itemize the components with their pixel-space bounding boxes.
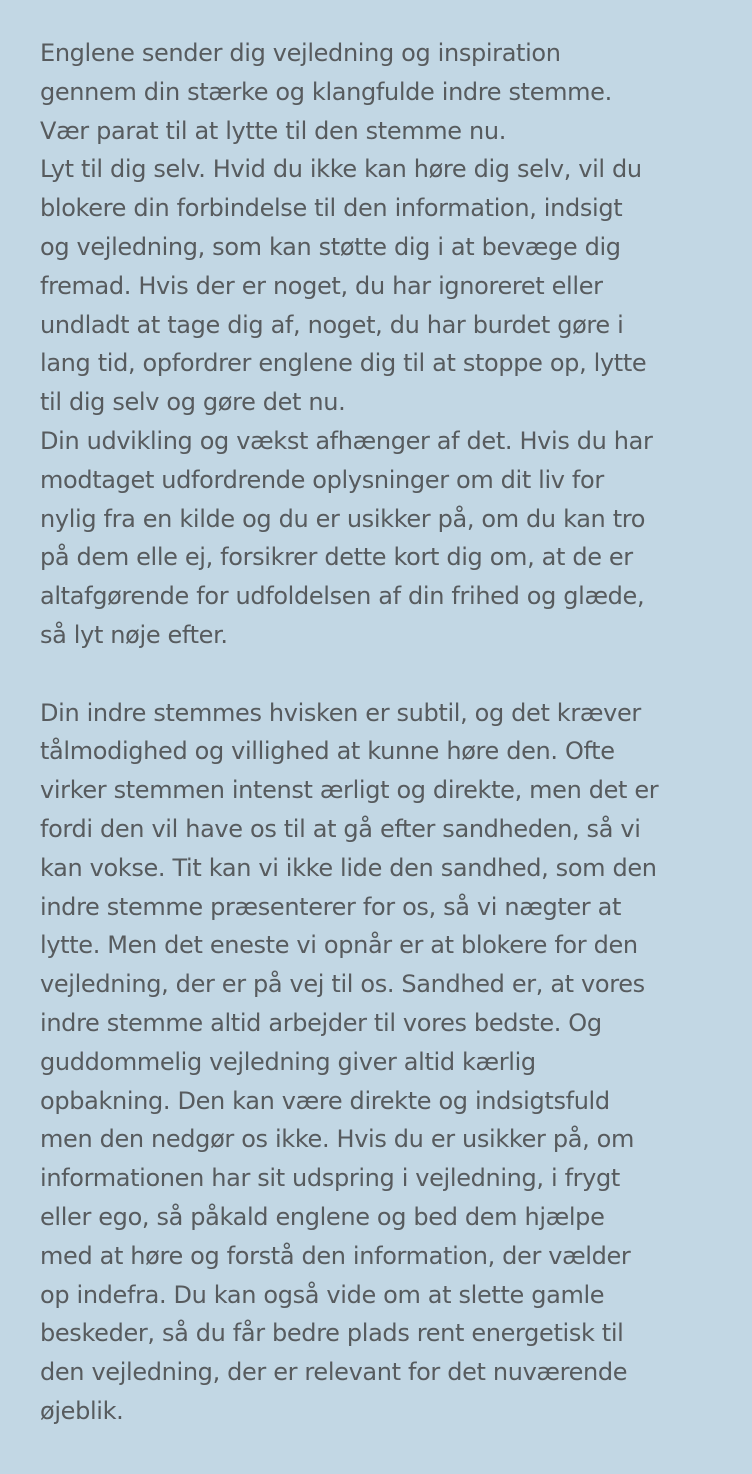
text-line: og vejledning, som kan støtte dig i at bevæge dig xyxy=(40,232,621,261)
text-line: Din udvikling og vækst afhænger af det. Hvis du har xyxy=(40,426,653,455)
text-line: Lyt til dig selv. Hvid du ikke kan høre dig selv, vil du xyxy=(40,155,642,184)
paragraph-spacer xyxy=(40,655,732,694)
text-line: op indefra. Du kan også vide om at slette gamle xyxy=(40,1280,605,1309)
text-line: informationen har sit udspring i vejledning, i frygt xyxy=(40,1164,620,1193)
text-line: kan vokse. Tit kan vi ikke lide den sandhed, som den xyxy=(40,853,657,882)
text-line: altafgørende for udfoldelsen af din frihed og glæde, xyxy=(40,582,645,611)
text-line: tålmodighed og villighed at kunne høre den. Ofte xyxy=(40,737,615,766)
text-line: opbakning. Den kan være direkte og indsigtsfuld xyxy=(40,1086,610,1115)
text-line: til dig selv og gøre det nu. xyxy=(40,388,346,417)
text-line: Din indre stemmes hvisken er subtil, og det kræver xyxy=(40,698,641,727)
text-line: eller ego, så påkald englene og bed dem hjælpe xyxy=(40,1202,605,1231)
text-line: med at høre og forstå den information, der vælder xyxy=(40,1241,631,1270)
text-line: Vær parat til at lytte til den stemme nu. xyxy=(40,116,506,145)
text-line: øjeblik. xyxy=(40,1396,124,1425)
text-line: fordi den vil have os til at gå efter sandheden, så vi xyxy=(40,814,641,843)
text-line: indre stemme altid arbejder til vores bedste. Og xyxy=(40,1008,602,1037)
text-line: virker stemmen intenst ærligt og direkte, men det er xyxy=(40,776,659,805)
text-line: indre stemme præsenterer for os, så vi nægter at xyxy=(40,892,622,921)
text-line: fremad. Hvis der er noget, du har ignoreret eller xyxy=(40,271,603,300)
text-line: modtaget udfordrende oplysninger om dit liv for xyxy=(40,465,604,494)
text-line: gennem din stærke og klangfulde indre stemme. xyxy=(40,77,612,106)
paragraph-inner-voice xyxy=(40,694,732,1431)
text-line: blokere din forbindelse til den information, indsigt xyxy=(40,194,623,223)
text-line: guddommelig vejledning giver altid kærlig xyxy=(40,1047,536,1076)
text-line: på dem elle ej, forsikrer dette kort dig om, at de er xyxy=(40,543,633,572)
text-line: lytte. Men det eneste vi opnår er at blokere for den xyxy=(40,931,638,960)
text-line: så lyt nøje efter. xyxy=(40,620,228,649)
paragraph-intro xyxy=(40,34,732,655)
text-line: lang tid, opfordrer englene dig til at stoppe op, lytte xyxy=(40,349,647,378)
text-line: undladt at tage dig af, noget, du har burdet gøre i xyxy=(40,310,624,339)
text-line: Englene sender dig vejledning og inspiration xyxy=(40,39,561,67)
text-line: nylig fra en kilde og du er usikker på, om du kan tro xyxy=(40,504,646,533)
text-line: men den nedgør os ikke. Hvis du er usikker på, om xyxy=(40,1125,634,1154)
text-line: den vejledning, der er relevant for det nuværende xyxy=(40,1358,628,1387)
text-line: vejledning, der er på vej til os. Sandhed er, at vores xyxy=(40,970,645,999)
text-line: beskeder, så du får bedre plads rent energetisk til xyxy=(40,1319,624,1348)
